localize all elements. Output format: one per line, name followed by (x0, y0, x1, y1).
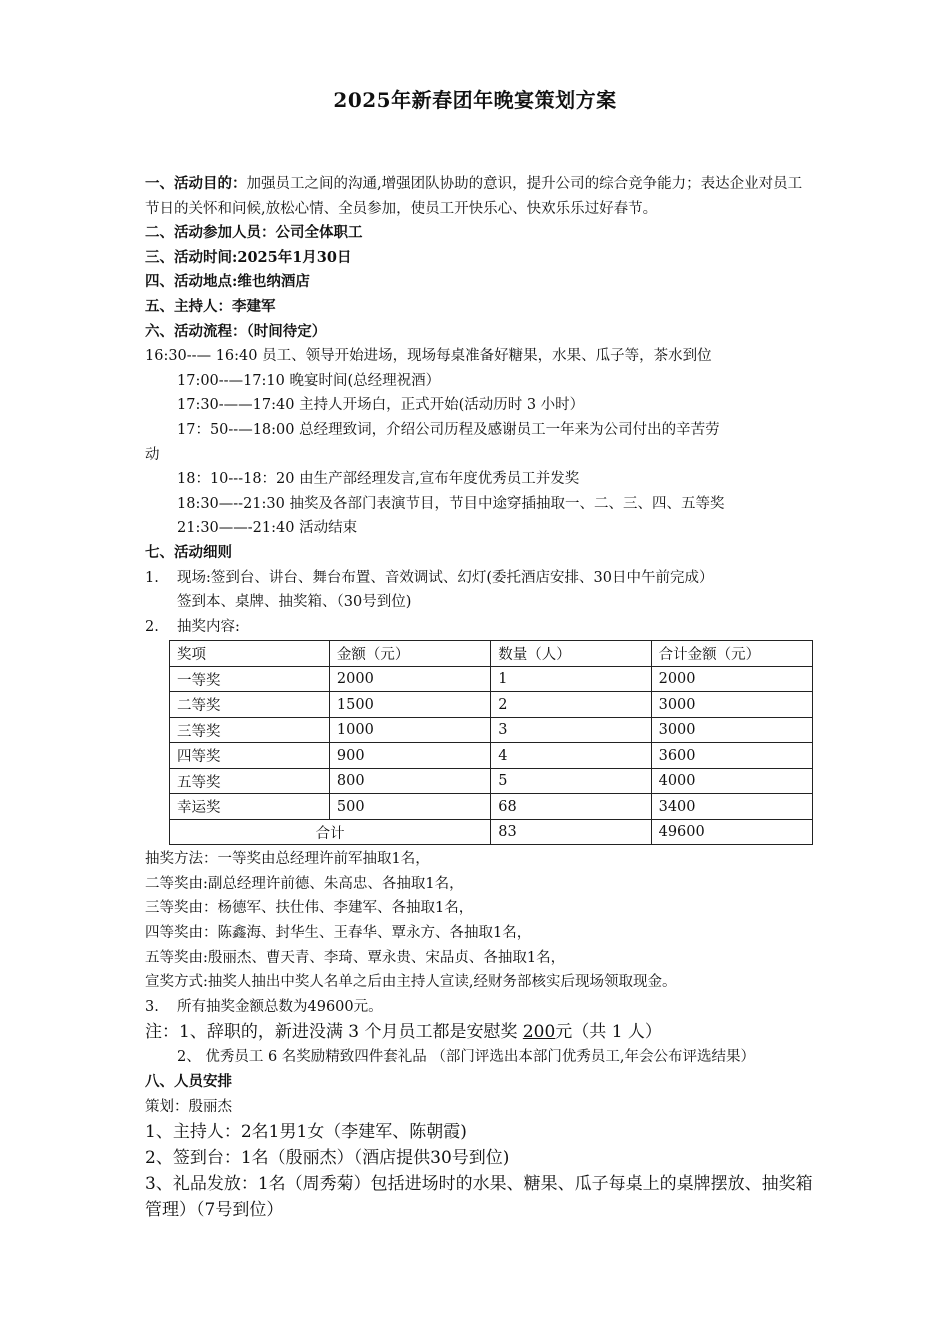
section-purpose-heading: 一、活动目的： (145, 175, 247, 192)
document-body (145, 172, 813, 1223)
prize-table-cell: 1 (491, 666, 651, 692)
note-1-suffix: 元（共 1 人） (555, 1022, 662, 1043)
section-staff-heading: 八、人员安排 (145, 1073, 232, 1091)
document-title: 2025年新春团年晚宴策划方案 (333, 88, 617, 112)
section-host: 五、主持人：李建军 (145, 297, 276, 315)
prize-table-cell: 1500 (329, 692, 490, 718)
note-1-amount: 200 (522, 1022, 556, 1043)
prize-table-cell: 68 (491, 794, 651, 820)
flow-item: 21:30——-21:40 活动结束 (177, 520, 358, 537)
prize-table-cell: 3600 (651, 743, 812, 769)
section-purpose (145, 172, 813, 221)
prize-table-header: 金额（元） (329, 641, 490, 667)
prize-table-cell: 5 (491, 768, 651, 794)
note-2: 2、 优秀员工 6 名奖励精致四件套礼品 （部门评选出本部门优秀员工,年会公布评选结果） (177, 1049, 755, 1066)
prize-table-total-label: 合计 (170, 819, 491, 845)
prize-table-header: 奖项 (170, 641, 330, 667)
flow-item: 17:00--—17:10 晚宴时间(总经理祝酒） (177, 372, 441, 389)
staff-planner: 策划：殷丽杰 (145, 1098, 232, 1115)
prize-table-cell: 4 (491, 743, 651, 769)
prize-table-row (170, 743, 813, 769)
prize-table-cell: 五等奖 (170, 768, 330, 794)
draw-method-line: 宣奖方式:抽奖人抽出中奖人名单之后由主持人宣读,经财务部核实后现场领取现金。 (145, 974, 677, 991)
section-rules-heading: 七、活动细则 (145, 543, 232, 561)
rule-item-2-number: 2. (145, 618, 159, 635)
section-participants: 二、活动参加人员：公司全体职工 (145, 224, 363, 242)
draw-method-line: 五等奖由:殷丽杰、曹天青、李琦、覃永贵、宋品贞、各抽取1名， (145, 949, 566, 966)
prize-table-row (170, 768, 813, 794)
prize-table-row (170, 794, 813, 820)
prize-table-cell: 3 (491, 717, 651, 743)
rule-item-2 (145, 615, 813, 640)
staff-item: 3、礼品发放：1名（周秀菊）包括进场时的水果、糖果、瓜子每桌上的桌牌摆放、抽奖箱管理）（7号到位） (145, 1174, 813, 1221)
prize-table-cell: 3400 (651, 794, 812, 820)
prize-table (169, 640, 813, 845)
prize-table-header: 合计金额（元） (651, 641, 812, 667)
flow-item-continuation: 动 (145, 446, 160, 463)
note-1-text: 注：1、辞职的，新进没满 3 个月员工都是安慰奖 (145, 1022, 523, 1043)
rule-item-1-text: 现场:签到台、讲台、舞台布置、音效调试、幻灯(委托酒店安排、30日中午前完成） (177, 569, 714, 586)
flow-item: 18:30—--21:30 抽奖及各部门表演节目，节目中途穿插抽取一、二、三、四、五等奖 (177, 495, 725, 512)
prize-table-cell: 3000 (651, 717, 812, 743)
flow-item: 16:30--— 16:40 员工、领导开始进场，现场每桌准备好糖果，水果、瓜子等，茶水到位 (145, 348, 712, 365)
section-flow-heading: 六、活动流程：（时间待定） (145, 322, 327, 340)
rule-item-1 (145, 566, 813, 591)
section-purpose-text: 加强员工之间的沟通,增强团队协助的意识，提升公司的综合竞争能力；表达企业对员工节日的关怀和问候,放松心情、全员参加，使员工开快乐心、快欢乐乐过好春节。 (145, 176, 803, 217)
section-time: 三、活动时间:2025年1月30日 (145, 248, 352, 266)
prize-table-cell: 2 (491, 692, 651, 718)
staff-item: 2、签到台：1名（殷丽杰）（酒店提供30号到位) (145, 1148, 510, 1169)
prize-table-cell: 900 (329, 743, 490, 769)
prize-table-cell: 三等奖 (170, 717, 330, 743)
rule-item-1-number: 1. (145, 569, 159, 586)
draw-method-line: 四等奖由：陈鑫海、封华生、王春华、覃永方、各抽取1名， (145, 925, 532, 942)
prize-table-cell: 1000 (329, 717, 490, 743)
prize-table-cell: 800 (329, 768, 490, 794)
prize-table-total-row (170, 819, 813, 845)
draw-method-line: 二等奖由:副总经理许前德、朱高忠、各抽取1名， (145, 875, 464, 892)
staff-item: 1、主持人：2名1男1女（李建军、陈朝霞) (145, 1122, 467, 1143)
prize-table-cell: 幸运奖 (170, 794, 330, 820)
prize-table-cell: 500 (329, 794, 490, 820)
prize-table-header: 数量（人） (491, 641, 651, 667)
draw-method-line: 三等奖由：杨德军、扶仕伟、李建军、各抽取1名， (145, 900, 474, 917)
rule-item-3-text: 所有抽奖金额总数为49600元。 (177, 998, 383, 1015)
prize-table-total-count: 83 (491, 819, 651, 845)
prize-table-row (170, 692, 813, 718)
prize-table-total-amount: 49600 (651, 819, 812, 845)
flow-item: 18：10---18：20 由生产部经理发言,宣布年度优秀员工并发奖 (177, 471, 580, 488)
prize-table-cell: 4000 (651, 768, 812, 794)
prize-table-row (170, 666, 813, 692)
prize-table-cell: 3000 (651, 692, 812, 718)
section-location: 四、活动地点:维也纳酒店 (145, 273, 310, 291)
prize-table-cell: 2000 (651, 666, 812, 692)
rule-item-1-continuation: 签到本、桌牌、抽奖箱、（30号到位) (177, 594, 412, 611)
prize-table-cell: 二等奖 (170, 692, 330, 718)
prize-table-cell: 一等奖 (170, 666, 330, 692)
flow-item: 17：50--—18:00 总经理致词，介绍公司历程及感谢员工一年来为公司付出的辛苦劳 (177, 421, 720, 438)
draw-method-line: 抽奖方法：一等奖由总经理许前军抽取1名， (145, 851, 430, 868)
rule-item-3-number: 3. (145, 998, 159, 1015)
prize-table-row (170, 717, 813, 743)
rule-item-3 (145, 995, 813, 1020)
prize-table-cell: 四等奖 (170, 743, 330, 769)
prize-table-cell: 2000 (329, 666, 490, 692)
note-1 (145, 1019, 813, 1045)
prize-table-header-row (170, 641, 813, 667)
rule-item-2-text: 抽奖内容: (177, 618, 240, 635)
flow-item: 17:30-——17:40 主持人开场白，正式开始(活动历时 3 小时） (177, 397, 585, 414)
